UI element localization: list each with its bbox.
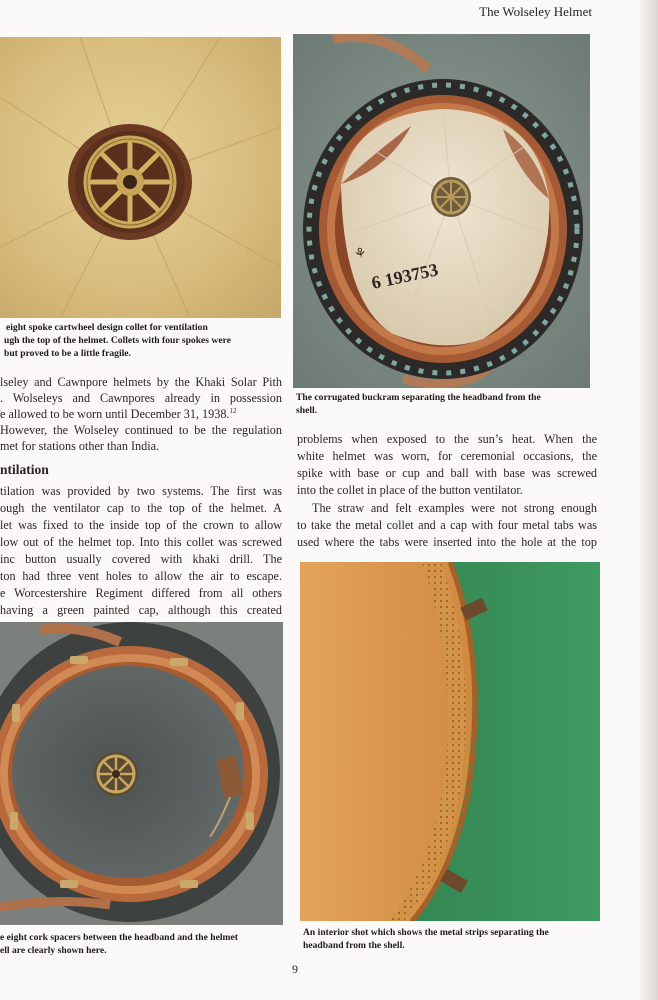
text-line: lseley and Cawnpore helmets by the Khaki Solar Pith: [0, 375, 282, 389]
page-spine-shadow: [640, 0, 658, 1000]
text-line: spike with base or cup and ball with base was screwed: [297, 466, 597, 480]
running-header: The Wolseley Helmet: [479, 4, 592, 19]
caption-line: headband from the shell.: [303, 940, 405, 951]
text-line: However, the Wolseley continued to be the regulation: [0, 423, 282, 437]
caption-line: ell are clearly shown here.: [0, 945, 107, 956]
photo-cork-spacers: [0, 622, 283, 925]
text-span: e allowed to be worn until December 31, 1938.: [0, 407, 230, 421]
text-line: tilation was provided by two systems. The first was: [0, 484, 282, 498]
text-line: low out of the helmet top. Into this collet was screwed: [0, 535, 282, 549]
caption-interior-shot: [303, 926, 608, 952]
footnote-ref: 12: [229, 406, 237, 415]
caption-line: The corrugated buckram separating the headband from the: [296, 392, 541, 403]
svg-text:⚘: ⚘: [353, 245, 369, 263]
text-line: e Worcestershire Regiment differed from all others: [0, 586, 282, 600]
text-line: let was fixed to the inside top of the crown to allow: [0, 518, 282, 532]
text-line: [0, 406, 282, 423]
text-line: inc button usually covered with khaki drill. The: [0, 552, 282, 566]
caption-line: ugh the top of the helmet. Collets with four spokes were: [4, 335, 231, 346]
photo-serial-number: 6 193753: [369, 259, 440, 293]
caption-line: An interior shot which shows the metal strips separating the: [303, 927, 549, 938]
text-line: into the collet in place of the button ventilator.: [297, 483, 523, 497]
caption-line: eight spoke cartwheel design collet for ventilation: [6, 322, 208, 333]
caption-cork-spacers: [0, 931, 283, 957]
text-line: white helmet was worn, for ceremonial occasions, the: [297, 449, 597, 463]
caption-line: shell.: [296, 405, 318, 416]
photo-collet-closeup: [0, 37, 281, 318]
caption-buckram: [296, 391, 608, 417]
text-line: The straw and felt examples were not strong enough: [312, 501, 597, 515]
text-line: ough the ventilator cap to the top of the helmet. A: [0, 501, 282, 515]
text-line: to take the metal collet and a cap with four metal tabs was: [297, 518, 597, 532]
photo-interior-metal-strips: [300, 562, 600, 921]
page-number: 9: [292, 962, 298, 976]
photo-corrugated-buckram: [293, 34, 590, 388]
text-line: met for stations other than India.: [0, 439, 160, 453]
caption-collet: [0, 321, 281, 360]
caption-line: but proved to be a little fragile.: [4, 348, 131, 359]
text-line: used where the tabs were inserted into the hole at the top: [297, 535, 597, 549]
caption-line: e eight cork spacers between the headband and the helmet: [0, 932, 238, 943]
text-line: . Wolseleys and Cawnpores already in possession: [0, 391, 282, 405]
text-line: problems when exposed to the sun’s heat. When the: [297, 432, 597, 446]
text-line: having a green painted cap, although this created: [0, 603, 282, 617]
text-line: ton had three vent holes to allow the air to escape.: [0, 569, 282, 583]
section-heading-ventilation: ntilation: [0, 462, 49, 477]
